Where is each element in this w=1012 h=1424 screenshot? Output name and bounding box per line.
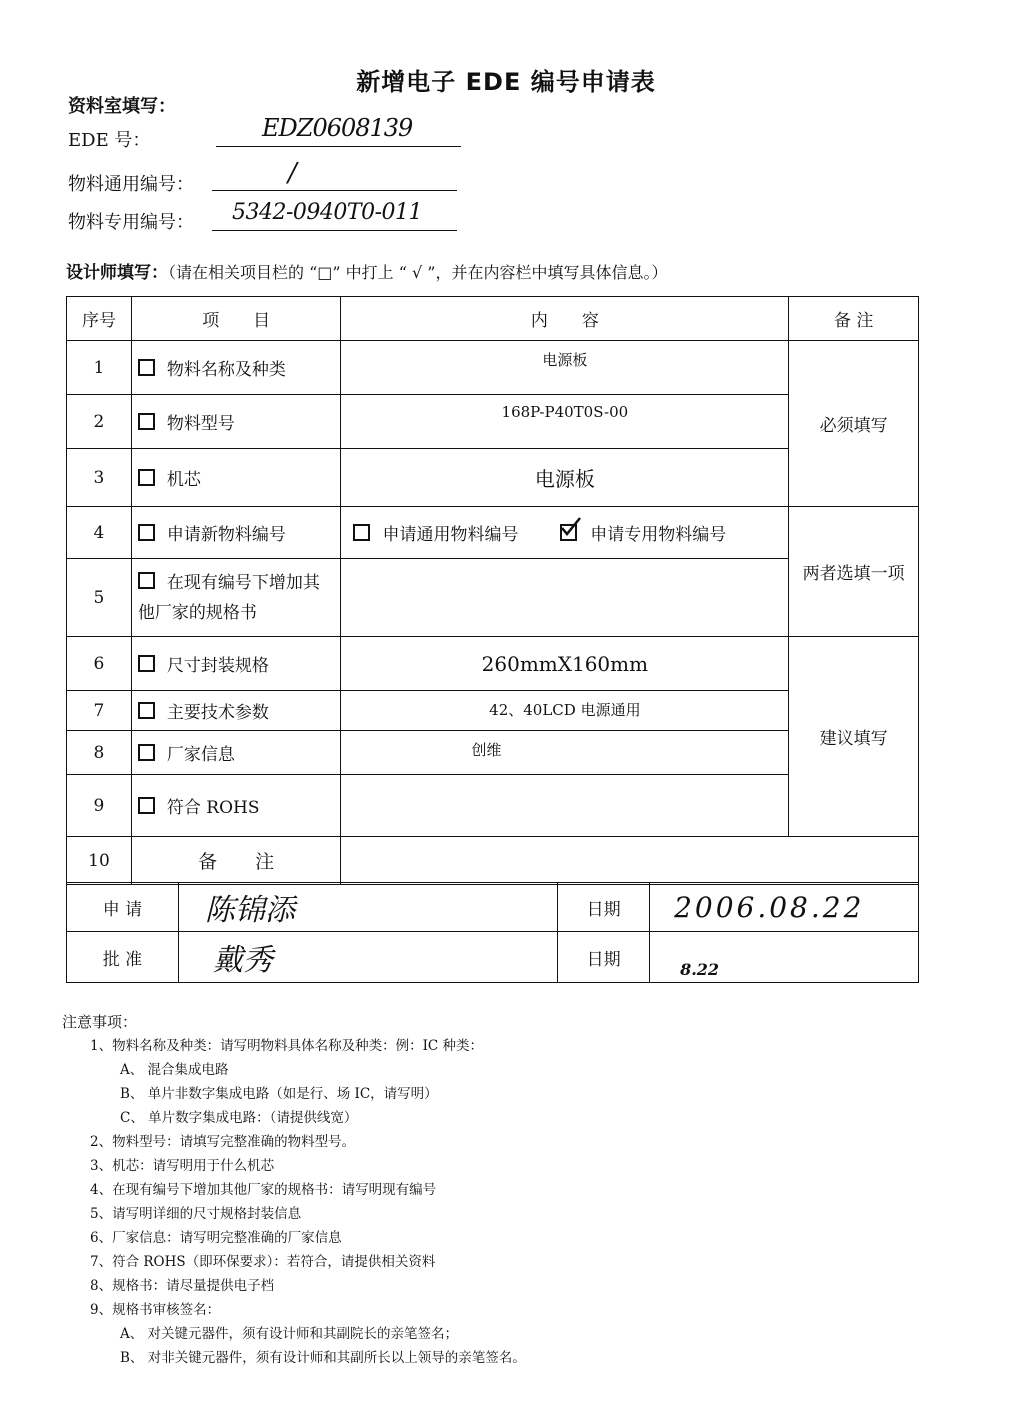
item-label: 物料名称及种类 (166, 360, 286, 380)
ede-underline (216, 146, 461, 147)
item-label: 机芯 (166, 470, 201, 490)
ede-label: EDE 号： (68, 130, 151, 151)
option-special-code[interactable]: 申请专用物料编号 (590, 525, 727, 545)
row-no: 5 (67, 559, 132, 637)
row-item[interactable] (131, 507, 341, 559)
approve-date-label: 日期 (558, 932, 650, 983)
table-header-row (67, 297, 919, 341)
note-line: 2、物料型号：请填写完整准确的物料型号。 (90, 1134, 356, 1150)
row-no: 7 (67, 691, 132, 731)
checkbox-empty-icon[interactable] (138, 744, 155, 761)
item-label-line2: 他厂家的规格书 (137, 602, 257, 623)
row-no: 2 (67, 395, 132, 449)
checkbox-empty-icon[interactable] (138, 572, 155, 589)
row-content (341, 507, 789, 559)
ede-value[interactable]: EDZ0608139 (262, 114, 413, 142)
row-item[interactable] (131, 395, 341, 449)
apply-date-cell[interactable] (650, 883, 919, 932)
apply-date: 2006.08.22 (674, 890, 865, 924)
row-content[interactable]: 168P-P40T0S-00 (341, 395, 789, 449)
table-row (67, 837, 919, 885)
apply-signature-cell[interactable] (178, 883, 557, 932)
row-no: 10 (67, 837, 132, 885)
note-line: 1、物料名称及种类：请写明物料具体名称及种类：例：IC 种类： (90, 1038, 484, 1054)
item-label: 主要技术参数 (166, 703, 269, 723)
item-label: 申请新物料编号 (166, 525, 286, 545)
signature-table (66, 882, 919, 983)
row-item[interactable] (131, 449, 341, 507)
checkbox-empty-icon[interactable] (138, 655, 155, 672)
special-code-underline (212, 230, 457, 231)
note-line: A、 混合集成电路 (120, 1062, 229, 1078)
note-line: 9、规格书审核签名： (90, 1302, 221, 1318)
item-label: 在现有编号下增加其 (166, 572, 320, 593)
row-content[interactable]: 电源板 (341, 341, 789, 395)
approve-row (67, 932, 919, 983)
row-content[interactable] (341, 559, 789, 637)
application-table (66, 296, 919, 885)
row-content[interactable]: 42、40LCD 电源通用 (341, 691, 789, 731)
checkbox-empty-icon[interactable] (138, 797, 155, 814)
checkbox-empty-icon[interactable] (138, 413, 155, 430)
row-no: 3 (67, 449, 132, 507)
designer-section (66, 258, 667, 283)
checkbox-empty-icon[interactable] (138, 359, 155, 376)
item-label: 符合 ROHS (166, 798, 260, 818)
designer-heading: 设计师填写： (66, 263, 168, 283)
notes-section (62, 1010, 962, 1370)
row-item[interactable] (131, 637, 341, 691)
header-remark: 备 注 (789, 297, 919, 341)
approve-signature-cell[interactable] (178, 932, 557, 983)
archive-heading: 资料室填写： (68, 96, 176, 117)
notes-heading: 注意事项： (62, 1013, 138, 1031)
note-line: B、 对非关键元器件，须有设计师和其副所长以上领导的亲笔签名。 (120, 1350, 526, 1366)
apply-row (67, 883, 919, 932)
apply-label: 申 请 (67, 883, 179, 932)
row-content[interactable] (341, 837, 919, 885)
special-code-label: 物料专用编号： (68, 212, 194, 233)
remark-suggested: 建议填写 (789, 637, 919, 837)
checkbox-checked-icon[interactable] (560, 524, 577, 545)
row-content[interactable]: 创维 (341, 731, 789, 775)
table-row (67, 507, 919, 559)
checkbox-empty-icon[interactable] (353, 524, 370, 541)
row-no: 4 (67, 507, 132, 559)
note-line: 4、在现有编号下增加其他厂家的规格书：请写明现有编号 (90, 1182, 437, 1198)
row-no: 8 (67, 731, 132, 775)
header-no: 序号 (67, 297, 132, 341)
remark-required: 必须填写 (789, 341, 919, 507)
row-no: 6 (67, 637, 132, 691)
note-line: B、 单片非数字集成电路（如是行、场 IC，请写明） (120, 1086, 438, 1102)
table-row (67, 637, 919, 691)
apply-signature: 陈锦添 (204, 893, 295, 928)
approve-label: 批 准 (67, 932, 179, 983)
note-line: 7、符合 ROHS（即环保要求）：若符合，请提供相关资料 (90, 1254, 436, 1270)
row-no: 1 (67, 341, 132, 395)
row-item[interactable] (131, 691, 341, 731)
approve-signature: 戴秀 (212, 943, 273, 978)
designer-instruction: （请在相关项目栏的 “□” 中打上 “ √ ”，并在内容栏中填写具体信息。） (168, 263, 668, 282)
row-item[interactable] (131, 559, 341, 637)
option-general-code[interactable]: 申请通用物料编号 (382, 525, 519, 545)
checkbox-empty-icon[interactable] (138, 469, 155, 486)
item-label: 物料型号 (166, 414, 235, 434)
note-line: 6、厂家信息：请写明完整准确的厂家信息 (90, 1230, 342, 1246)
row-item[interactable] (131, 775, 341, 837)
general-code-value[interactable]: / (288, 158, 297, 188)
note-line: 3、机芯：请写明用于什么机芯 (90, 1158, 275, 1174)
note-line: 5、请写明详细的尺寸规格封装信息 (90, 1206, 302, 1222)
item-label: 厂家信息 (166, 745, 235, 765)
row-item[interactable] (131, 341, 341, 395)
form-title: 新增电子 EDE 编号申请表 (356, 68, 656, 96)
row-content[interactable]: 电源板 (341, 449, 789, 507)
row-content[interactable] (341, 775, 789, 837)
apply-date-label: 日期 (558, 883, 650, 932)
header-item: 项 目 (131, 297, 341, 341)
general-code-label: 物料通用编号： (68, 174, 194, 195)
general-code-underline (212, 190, 457, 191)
row-no: 9 (67, 775, 132, 837)
table-row (67, 341, 919, 395)
note-line: C、 单片数字集成电路：（请提供线宽） (120, 1110, 358, 1126)
note-line: A、 对关键元器件，须有设计师和其副院长的亲笔签名； (120, 1326, 459, 1342)
checkbox-empty-icon[interactable] (138, 702, 155, 719)
header-content: 内 容 (341, 297, 789, 341)
approve-date-cell[interactable] (650, 932, 919, 983)
approve-date: 8.22 (680, 960, 720, 979)
row-item[interactable] (131, 731, 341, 775)
row-item: 备 注 (131, 837, 341, 885)
special-code-value[interactable]: 5342-0940T0-011 (232, 200, 423, 225)
note-line: 8、规格书：请尽量提供电子档 (90, 1278, 275, 1294)
row-content[interactable]: 260mmX160mm (341, 637, 789, 691)
remark-choose-one: 两者选填一项 (789, 507, 919, 637)
item-label: 尺寸封装规格 (166, 656, 269, 676)
checkbox-empty-icon[interactable] (138, 524, 155, 541)
